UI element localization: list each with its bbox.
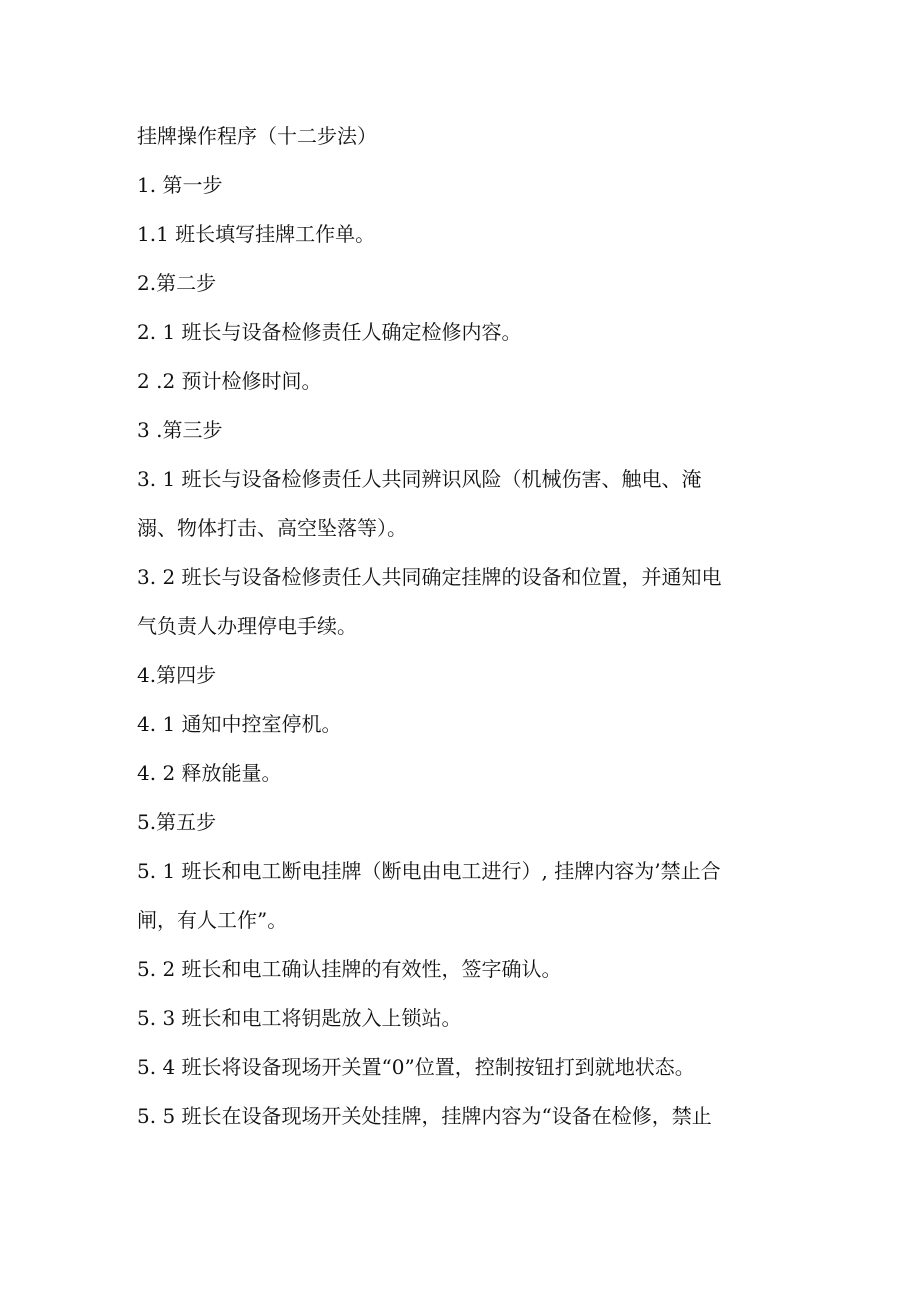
step-3-heading: 3 .第三步 bbox=[137, 418, 223, 442]
step-5-item-2: 5. 2 班长和电工确认挂牌的有效性，签字确认。 bbox=[137, 957, 562, 981]
step-2-item-2: 2 .2 预计检修时间。 bbox=[137, 369, 322, 393]
step-5-item-1-cont: 闸，有人工作”。 bbox=[137, 908, 288, 932]
document-title: 挂牌操作程序（十二步法） bbox=[137, 124, 377, 148]
step-2-item-1: 2. 1 班长与设备检修责任人确定检修内容。 bbox=[137, 320, 522, 344]
step-3-item-2-cont: 气负责人办理停电手续。 bbox=[137, 614, 357, 638]
step-5-item-4: 5. 4 班长将设备现场开关置“0”位置，控制按钮打到就地状态。 bbox=[137, 1055, 695, 1079]
step-1-item-1: 1.1 班长填写挂牌工作单。 bbox=[137, 222, 376, 246]
step-5-item-1: 5. 1 班长和电工断电挂牌（断电由电工进行）, 挂牌内容为’禁止合 bbox=[137, 859, 721, 883]
step-3-item-1-cont: 溺、物体打击、高空坠落等）。 bbox=[137, 516, 407, 540]
step-2-heading: 2.第二步 bbox=[137, 271, 217, 295]
step-3-item-2: 3. 2 班长与设备检修责任人共同确定挂牌的设备和位置，并通知电 bbox=[137, 565, 722, 589]
step-4-item-1: 4. 1 通知中控室停机。 bbox=[137, 712, 342, 736]
step-5-heading: 5.第五步 bbox=[137, 810, 217, 834]
step-5-item-5: 5. 5 班长在设备现场开关处挂牌，挂牌内容为“设备在检修，禁止 bbox=[137, 1104, 712, 1128]
document-body bbox=[137, 112, 777, 1141]
step-4-heading: 4.第四步 bbox=[137, 663, 217, 687]
step-4-item-2: 4. 2 释放能量。 bbox=[137, 761, 282, 785]
step-5-item-3: 5. 3 班长和电工将钥匙放入上锁站。 bbox=[137, 1006, 462, 1030]
step-1-heading: 1. 第一步 bbox=[137, 173, 223, 197]
step-3-item-1: 3. 1 班长与设备检修责任人共同辨识风险（机械伤害、触电、淹 bbox=[137, 467, 702, 491]
